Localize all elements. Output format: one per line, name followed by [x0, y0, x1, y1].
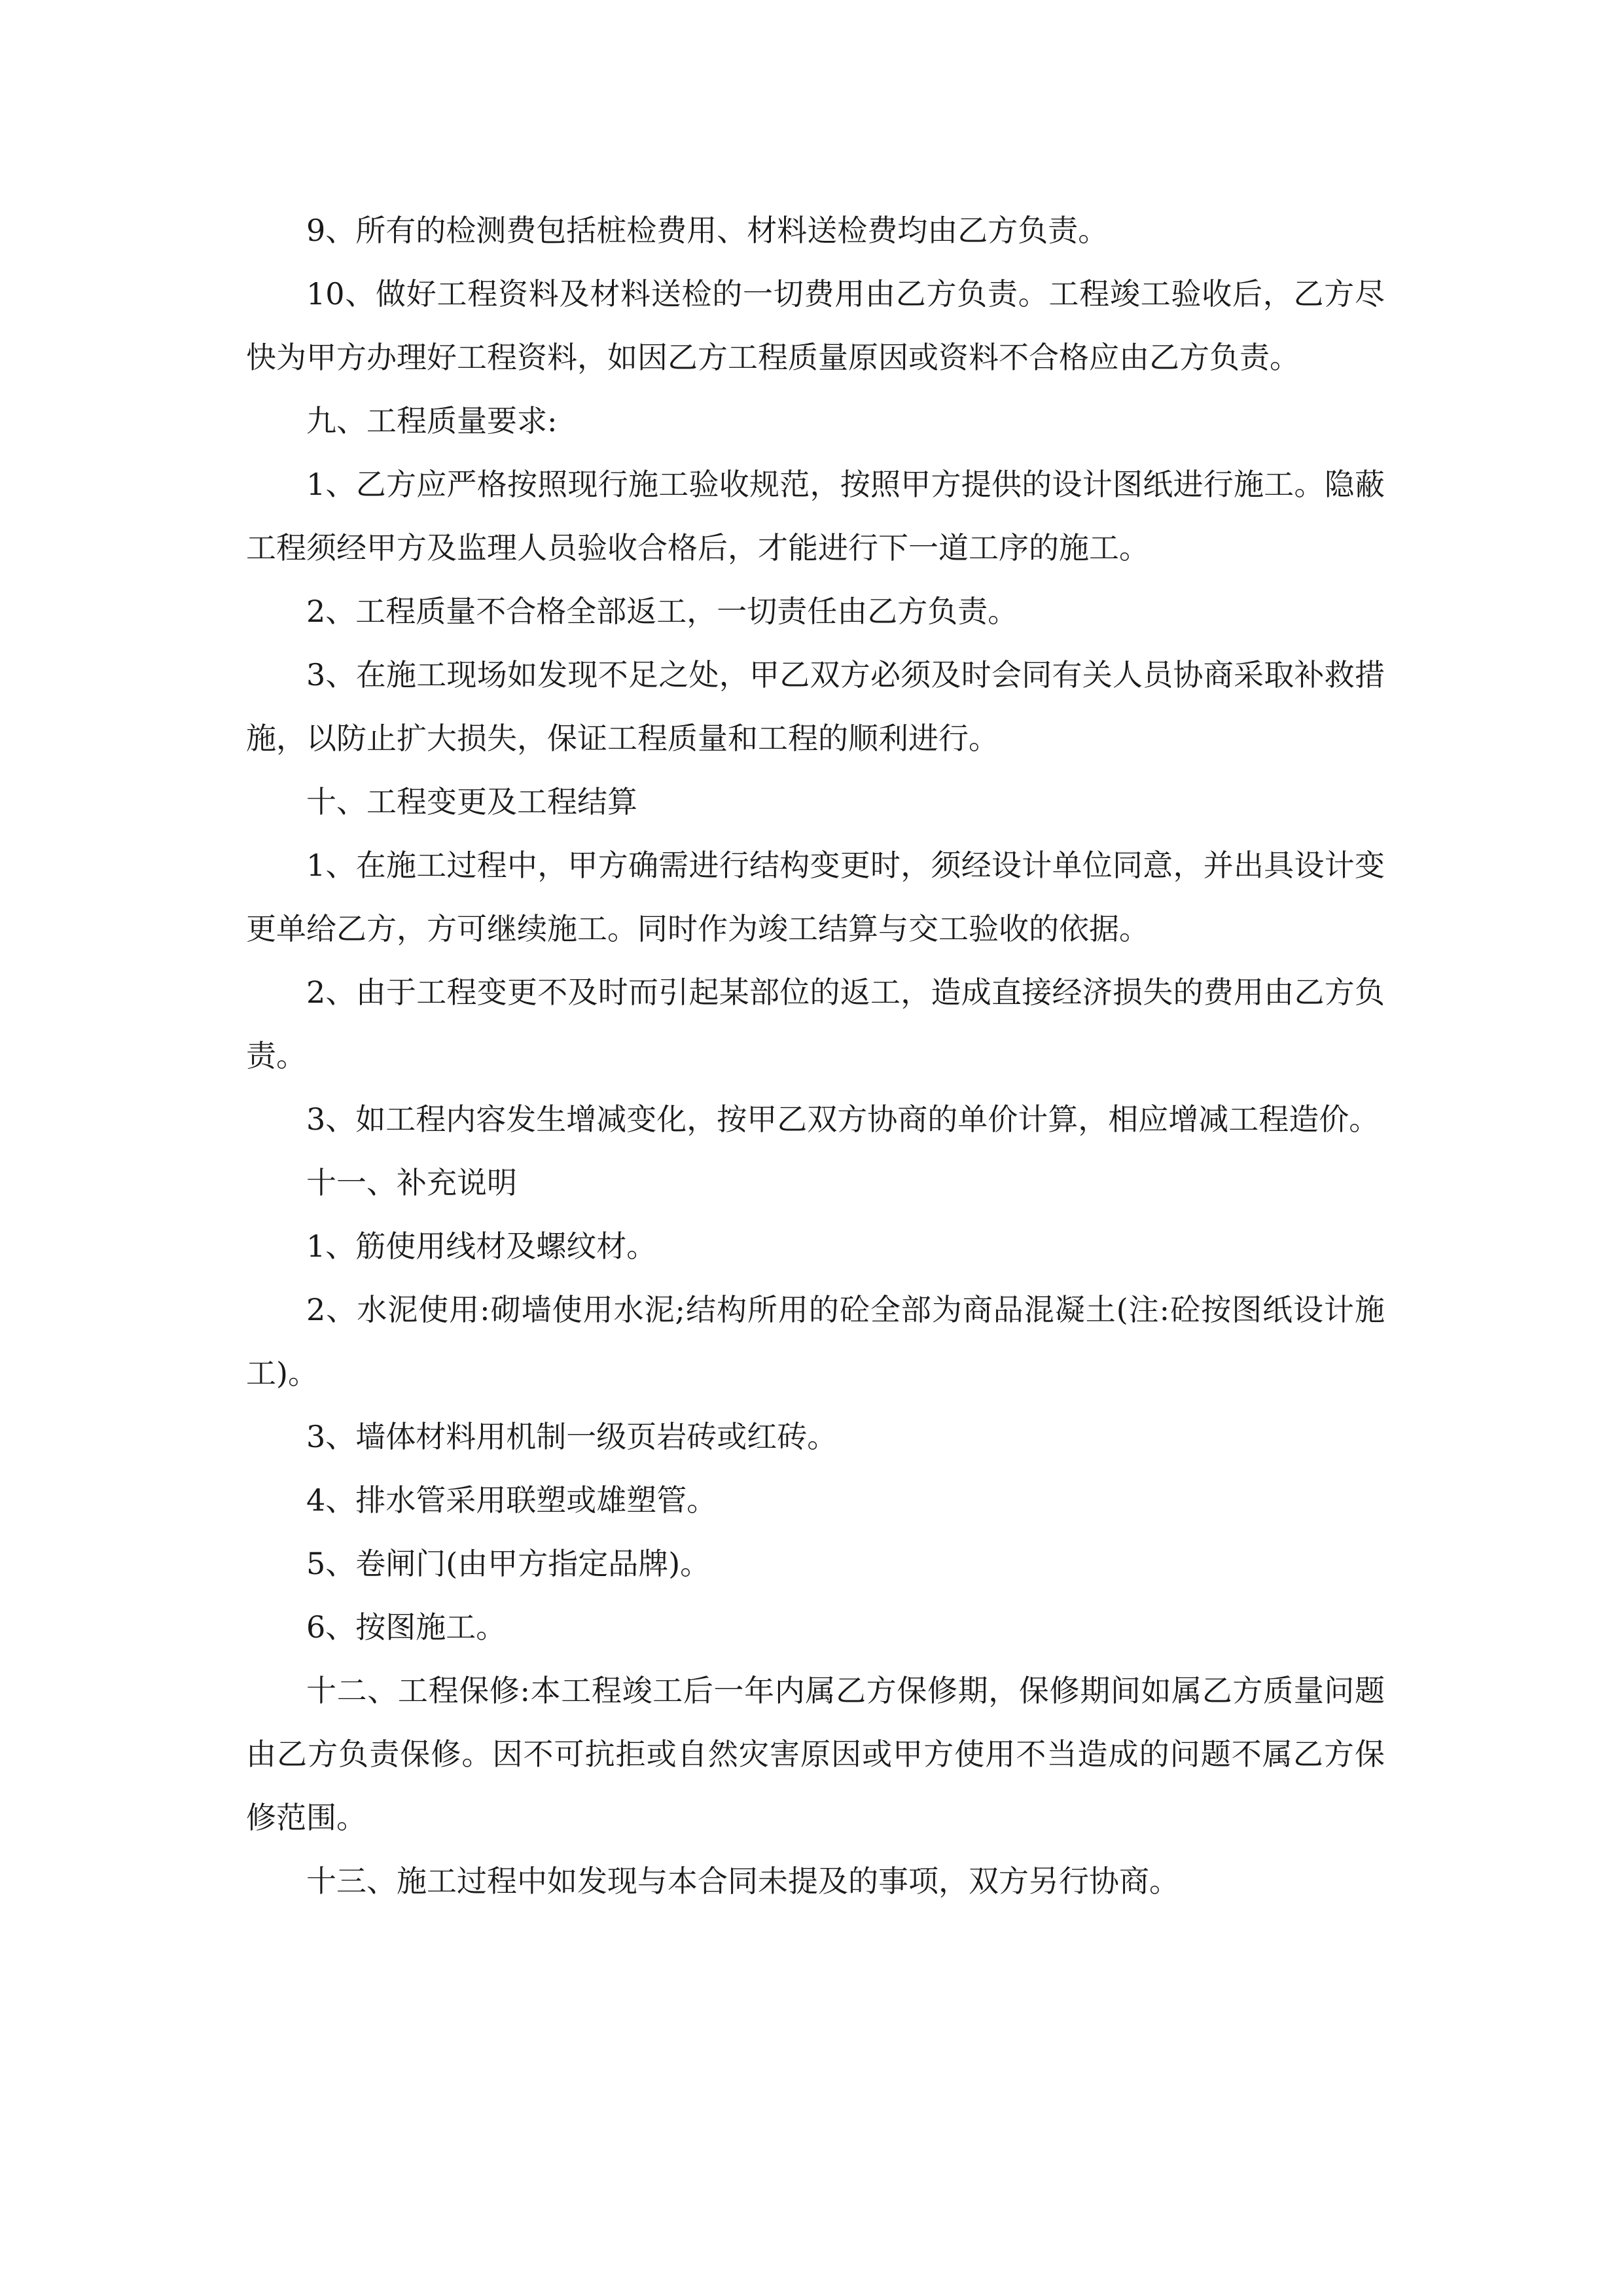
paragraph-item-9: 9、所有的检测费包括桩检费用、材料送检费均由乙方负责。 [306, 213, 1109, 248]
section-heading-supplement: 十一、补充说明 [306, 1165, 517, 1200]
paragraph-supplement-6: 6、按图施工。 [306, 1609, 507, 1645]
section-heading-other-matters: 十三、施工过程中如发现与本合同未提及的事项，双方另行协商。 [306, 1863, 1179, 1899]
paragraph-supplement-3: 3、墙体材料用机制一级页岩砖或红砖。 [306, 1419, 838, 1454]
paragraph-change-2: 2、由于工程变更不及时而引起某部位的返工，造成直接经济损失的费用由乙方负责。 [246, 975, 1385, 1073]
paragraph-change-3: 3、如工程内容发生增减变化，按甲乙双方协商的单价计算，相应增减工程造价。 [306, 1102, 1380, 1137]
section-heading-warranty: 十二、工程保修:本工程竣工后一年内属乙方保修期，保修期间如属乙方质量问题由乙方负责保修。因不可抗拒或自然灾害原因或甲方使用不当造成的问题不属乙方保修范围。 [246, 1673, 1385, 1835]
paragraph-item-10: 10、做好工程资料及材料送检的一切费用由乙方负责。工程竣工验收后，乙方尽快为甲方办理好工程资料，如因乙方工程质量原因或资料不合格应由乙方负责。 [246, 276, 1385, 375]
document-body [246, 199, 1385, 1913]
paragraph-supplement-1: 1、筋使用线材及螺纹材。 [306, 1229, 657, 1264]
paragraph-supplement-2: 2、水泥使用:砌墙使用水泥;结构所用的砼全部为商品混凝土(注:砼按图纸设计施工)。 [246, 1292, 1385, 1391]
paragraph-supplement-5: 5、卷闸门(由甲方指定品牌)。 [306, 1546, 711, 1581]
paragraph-quality-2: 2、工程质量不合格全部返工，一切责任由乙方负责。 [306, 594, 1018, 629]
paragraph-quality-1: 1、乙方应严格按照现行施工验收规范，按照甲方提供的设计图纸进行施工。隐蔽工程须经甲方及监理人员验收合格后，才能进行下一道工序的施工。 [246, 467, 1385, 565]
section-heading-change-settlement: 十、工程变更及工程结算 [306, 784, 637, 819]
section-heading-quality: 九、工程质量要求: [306, 403, 558, 439]
paragraph-supplement-4: 4、排水管采用联塑或雄塑管。 [306, 1482, 717, 1518]
paragraph-change-1: 1、在施工过程中，甲方确需进行结构变更时，须经设计单位同意，并出具设计变更单给乙方，方可继续施工。同时作为竣工结算与交工验收的依据。 [246, 848, 1385, 946]
paragraph-quality-3: 3、在施工现场如发现不足之处，甲乙双方必须及时会同有关人员协商采取补救措施，以防止扩大损失，保证工程质量和工程的顺利进行。 [246, 657, 1385, 756]
